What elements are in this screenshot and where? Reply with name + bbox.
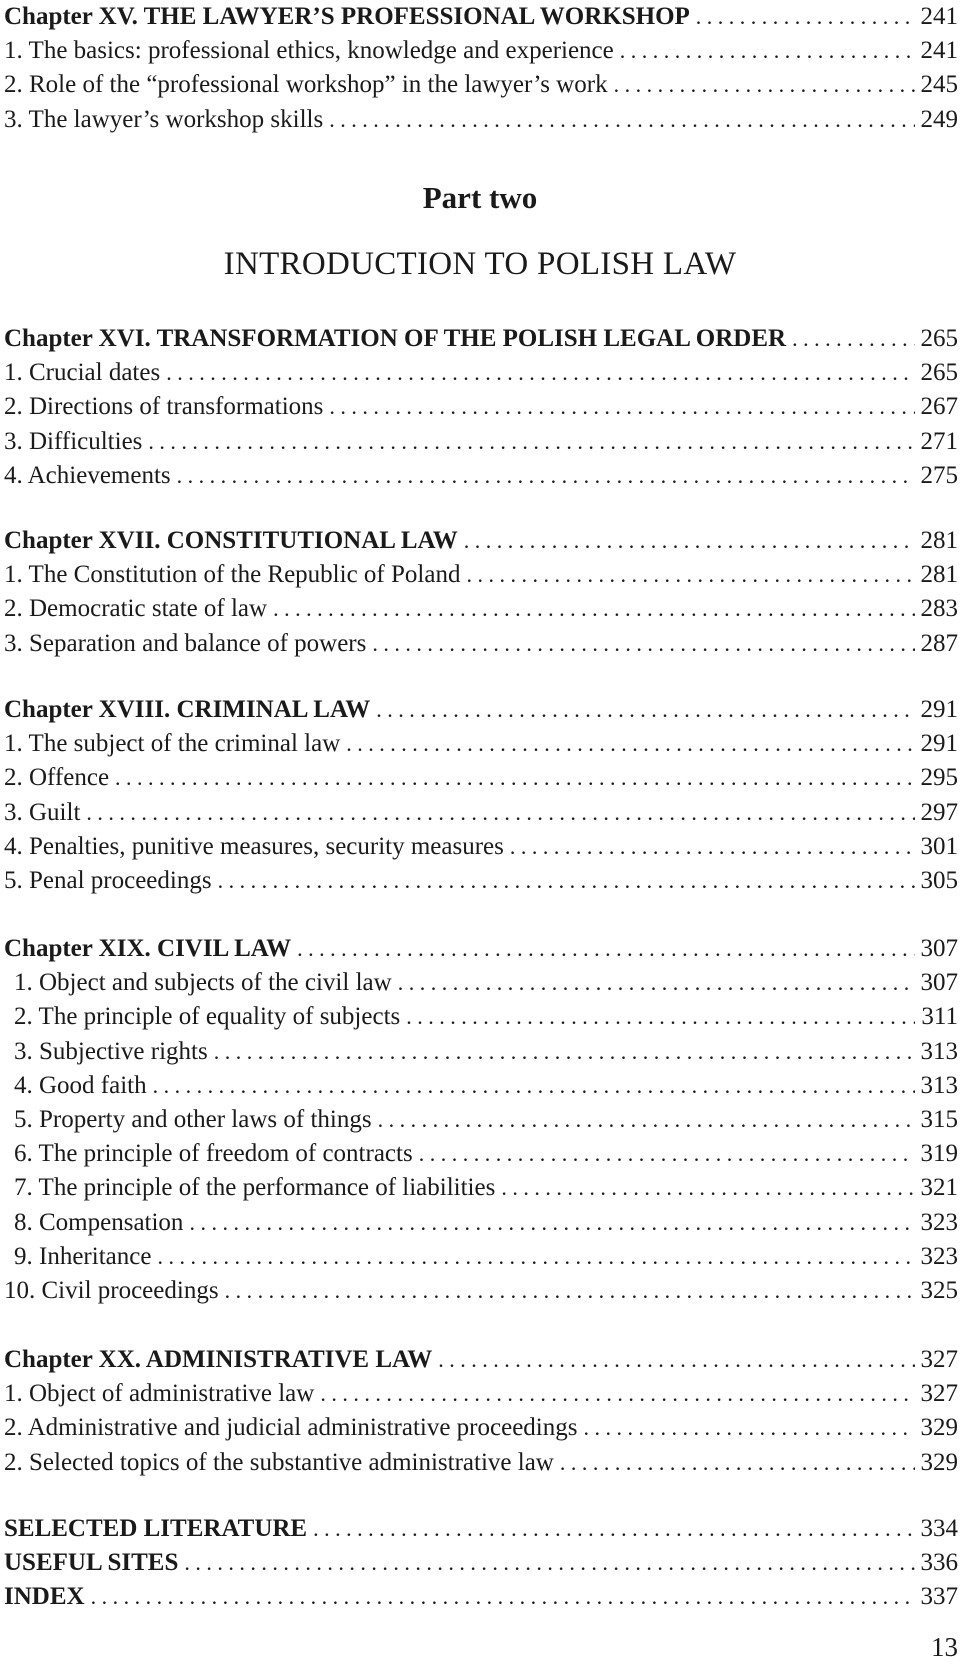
dot-leader (346, 727, 914, 761)
page-number: 13 (931, 1632, 958, 1662)
toc-entry-label: 10. Civil proceedings (4, 1276, 219, 1304)
dot-leader (398, 966, 915, 1000)
toc-section-entry (4, 727, 958, 761)
toc-section-entry (4, 1206, 958, 1240)
toc-block-back-matter (4, 1512, 958, 1615)
part-title: INTRODUCTION TO POLISH LAW (223, 246, 737, 282)
toc-section-entry (4, 34, 958, 68)
dot-leader (510, 830, 915, 864)
toc-section-entry (4, 1446, 958, 1480)
dot-leader (372, 627, 914, 661)
toc-entry-label: Chapter XV. THE LAWYER’S PROFESSIONAL WORKSHOP (4, 3, 690, 30)
part-heading: Part two (422, 180, 538, 215)
toc-entry-label: 3. Separation and balance of powers (4, 629, 367, 657)
dot-leader (214, 1035, 915, 1069)
toc-entry-page-number: 329 (920, 1414, 958, 1442)
toc-entry-page-number: 313 (920, 1037, 958, 1065)
toc-entry-page-number: 291 (920, 696, 958, 723)
dot-leader (86, 796, 914, 830)
toc-entry-label: Chapter XX. ADMINISTRATIVE LAW (4, 1346, 433, 1373)
toc-entry-label: SELECTED LITERATURE (4, 1515, 308, 1542)
toc-entry-page-number: 319 (920, 1140, 958, 1168)
toc-entry-label: 2. The principle of equality of subjects (14, 1003, 401, 1031)
toc-entry-page-number: 281 (920, 561, 958, 589)
toc-entry-page-number: 271 (920, 427, 958, 455)
toc-entry-page-number: 313 (920, 1071, 958, 1099)
toc-entry-page-number: 334 (920, 1515, 958, 1542)
toc-entry-page-number: 297 (920, 798, 958, 826)
toc-entry-page-number: 336 (920, 1549, 958, 1577)
toc-entry-page-number: 267 (920, 393, 958, 421)
toc-entry-page-number: 337 (920, 1583, 958, 1611)
toc-entry-label: 2. Administrative and judicial administrative proceedings (4, 1414, 578, 1442)
dot-leader (614, 68, 915, 102)
toc-entry-label: USEFUL SITES (4, 1549, 179, 1577)
toc-entry-page-number: 323 (920, 1242, 958, 1270)
toc-block-chapter-xvi (4, 322, 958, 493)
toc-entry-label: 1. The Constitution of the Republic of Poland (4, 561, 461, 589)
toc-section-entry (4, 864, 958, 898)
toc-major-entry (4, 1546, 958, 1580)
toc-chapter-entry (4, 932, 958, 966)
dot-leader (297, 932, 914, 966)
toc-chapter-entry (4, 0, 958, 34)
toc-entry-page-number: 329 (920, 1448, 958, 1476)
dot-leader (153, 1069, 915, 1103)
dot-leader (91, 1580, 915, 1614)
toc-chapter-entry (4, 322, 958, 356)
toc-entry-label: 2. Directions of transformations (4, 393, 324, 421)
dot-leader (115, 761, 914, 795)
dot-leader (329, 390, 914, 424)
toc-entry-page-number: 311 (921, 1003, 958, 1031)
toc-entry-page-number: 327 (920, 1380, 958, 1408)
toc-entry-page-number: 295 (920, 764, 958, 792)
toc-entry-label: 9. Inheritance (14, 1242, 152, 1270)
toc-entry-page-number: 305 (920, 866, 958, 894)
toc-entry-page-number: 249 (920, 105, 958, 133)
toc-entry-page-number: 301 (920, 832, 958, 860)
dot-leader (218, 864, 915, 898)
toc-section-entry (4, 390, 958, 424)
toc-entry-page-number: 315 (920, 1105, 958, 1133)
toc-section-entry (4, 103, 958, 137)
dot-leader (696, 0, 915, 34)
toc-major-entry (4, 1580, 958, 1614)
toc-section-entry (4, 68, 958, 102)
toc-entry-label: 6. The principle of freedom of contracts (14, 1140, 413, 1168)
dot-leader (189, 1206, 914, 1240)
toc-entry-page-number: 245 (920, 71, 958, 99)
dot-leader (320, 1377, 914, 1411)
dot-leader (620, 34, 915, 68)
toc-entry-label: 8. Compensation (14, 1208, 184, 1236)
toc-chapter-entry (4, 524, 958, 558)
toc-section-entry (4, 356, 958, 390)
toc-entry-page-number: 325 (920, 1276, 958, 1304)
toc-entry-page-number: 307 (920, 969, 958, 997)
toc-entry-label: Chapter XIX. CIVIL LAW (4, 935, 292, 962)
toc-entry-page-number: 281 (920, 527, 958, 554)
toc-entry-label: 2. Selected topics of the substantive administrative law (4, 1448, 554, 1476)
toc-entry-label: 1. Object of administrative law (4, 1380, 315, 1408)
dot-leader (378, 1103, 915, 1137)
dot-leader (464, 524, 915, 558)
toc-section-entry (4, 1069, 958, 1103)
toc-section-entry (4, 796, 958, 830)
dot-leader (419, 1137, 915, 1171)
toc-section-entry (4, 1103, 958, 1137)
toc-block-chapter-xx (4, 1343, 958, 1480)
toc-entry-label: 5. Penal proceedings (4, 866, 212, 894)
toc-entry-label: 4. Achievements (4, 461, 171, 489)
toc-section-entry (4, 627, 958, 661)
toc-major-entry (4, 1512, 958, 1546)
toc-entry-label: 1. Object and subjects of the civil law (14, 969, 392, 997)
dot-leader (466, 558, 914, 592)
toc-block-chapter-xvii (4, 524, 958, 661)
toc-section-entry (4, 558, 958, 592)
toc-section-entry (4, 1137, 958, 1171)
toc-entry-page-number: 287 (920, 629, 958, 657)
toc-section-entry (4, 1240, 958, 1274)
toc-entry-label: 4. Penalties, punitive measures, security measures (4, 832, 504, 860)
toc-section-entry (4, 830, 958, 864)
toc-entry-page-number: 241 (920, 3, 958, 30)
toc-entry-label: 1. The subject of the criminal law (4, 730, 341, 758)
toc-section-entry (4, 966, 958, 1000)
toc-entry-label: 1. The basics: professional ethics, knowledge and experience (4, 37, 614, 65)
toc-entry-label: Chapter XVIII. CRIMINAL LAW (4, 696, 371, 723)
toc-entry-label: 2. Democratic state of law (4, 595, 268, 623)
toc-entry-page-number: 321 (920, 1174, 958, 1202)
toc-entry-label: Chapter XVI. TRANSFORMATION OF THE POLISH LEGAL ORDER (4, 325, 787, 352)
toc-entry-label: 2. Offence (4, 764, 110, 792)
toc-entry-page-number: 327 (920, 1346, 958, 1373)
dot-leader (225, 1274, 915, 1308)
dot-leader (157, 1240, 914, 1274)
toc-section-entry (4, 592, 958, 626)
toc-entry-label: 3. Subjective rights (14, 1037, 208, 1065)
toc-chapter-entry (4, 1343, 958, 1377)
toc-block-chapter-xv (4, 0, 958, 137)
toc-section-entry (4, 1411, 958, 1445)
toc-section-entry (4, 459, 958, 493)
dot-leader (501, 1171, 914, 1205)
toc-entry-label: 5. Property and other laws of things (14, 1105, 372, 1133)
toc-entry-label: 2. Role of the “professional workshop” in the lawyer’s work (4, 71, 608, 99)
dot-leader (148, 425, 914, 459)
toc-section-entry (4, 1274, 958, 1308)
dot-leader (438, 1343, 914, 1377)
toc-entry-page-number: 291 (920, 730, 958, 758)
toc-entry-label: 4. Good faith (14, 1071, 147, 1099)
dot-leader (273, 592, 914, 626)
toc-section-entry (4, 1377, 958, 1411)
toc-entry-page-number: 283 (920, 595, 958, 623)
dot-leader (792, 322, 914, 356)
toc-section-entry (4, 1000, 958, 1034)
dot-leader (329, 103, 914, 137)
toc-block-chapter-xix (4, 932, 958, 1308)
dot-leader (166, 356, 914, 390)
toc-entry-label: 3. The lawyer’s workshop skills (4, 105, 324, 133)
toc-section-entry (4, 1035, 958, 1069)
dot-leader (313, 1512, 914, 1546)
toc-block-chapter-xviii (4, 693, 958, 898)
toc-entry-label: Chapter XVII. CONSTITUTIONAL LAW (4, 527, 458, 554)
dot-leader (406, 1000, 915, 1034)
dot-leader (184, 1546, 914, 1580)
toc-entry-label: INDEX (4, 1583, 85, 1611)
dot-leader (583, 1411, 914, 1445)
toc-chapter-entry (4, 693, 958, 727)
dot-leader (376, 693, 914, 727)
toc-entry-page-number: 323 (920, 1208, 958, 1236)
dot-leader (177, 459, 915, 493)
toc-entry-label: 1. Crucial dates (4, 359, 161, 387)
toc-section-entry (4, 761, 958, 795)
toc-section-entry (4, 425, 958, 459)
dot-leader (560, 1446, 915, 1480)
toc-entry-page-number: 265 (920, 325, 958, 352)
toc-entry-page-number: 265 (920, 359, 958, 387)
toc-entry-page-number: 241 (920, 37, 958, 65)
toc-entry-label: 7. The principle of the performance of liabilities (14, 1174, 496, 1202)
toc-entry-label: 3. Guilt (4, 798, 81, 826)
toc-section-entry (4, 1171, 958, 1205)
toc-entry-label: 3. Difficulties (4, 427, 143, 455)
toc-entry-page-number: 307 (920, 935, 958, 962)
toc-entry-page-number: 275 (920, 461, 958, 489)
